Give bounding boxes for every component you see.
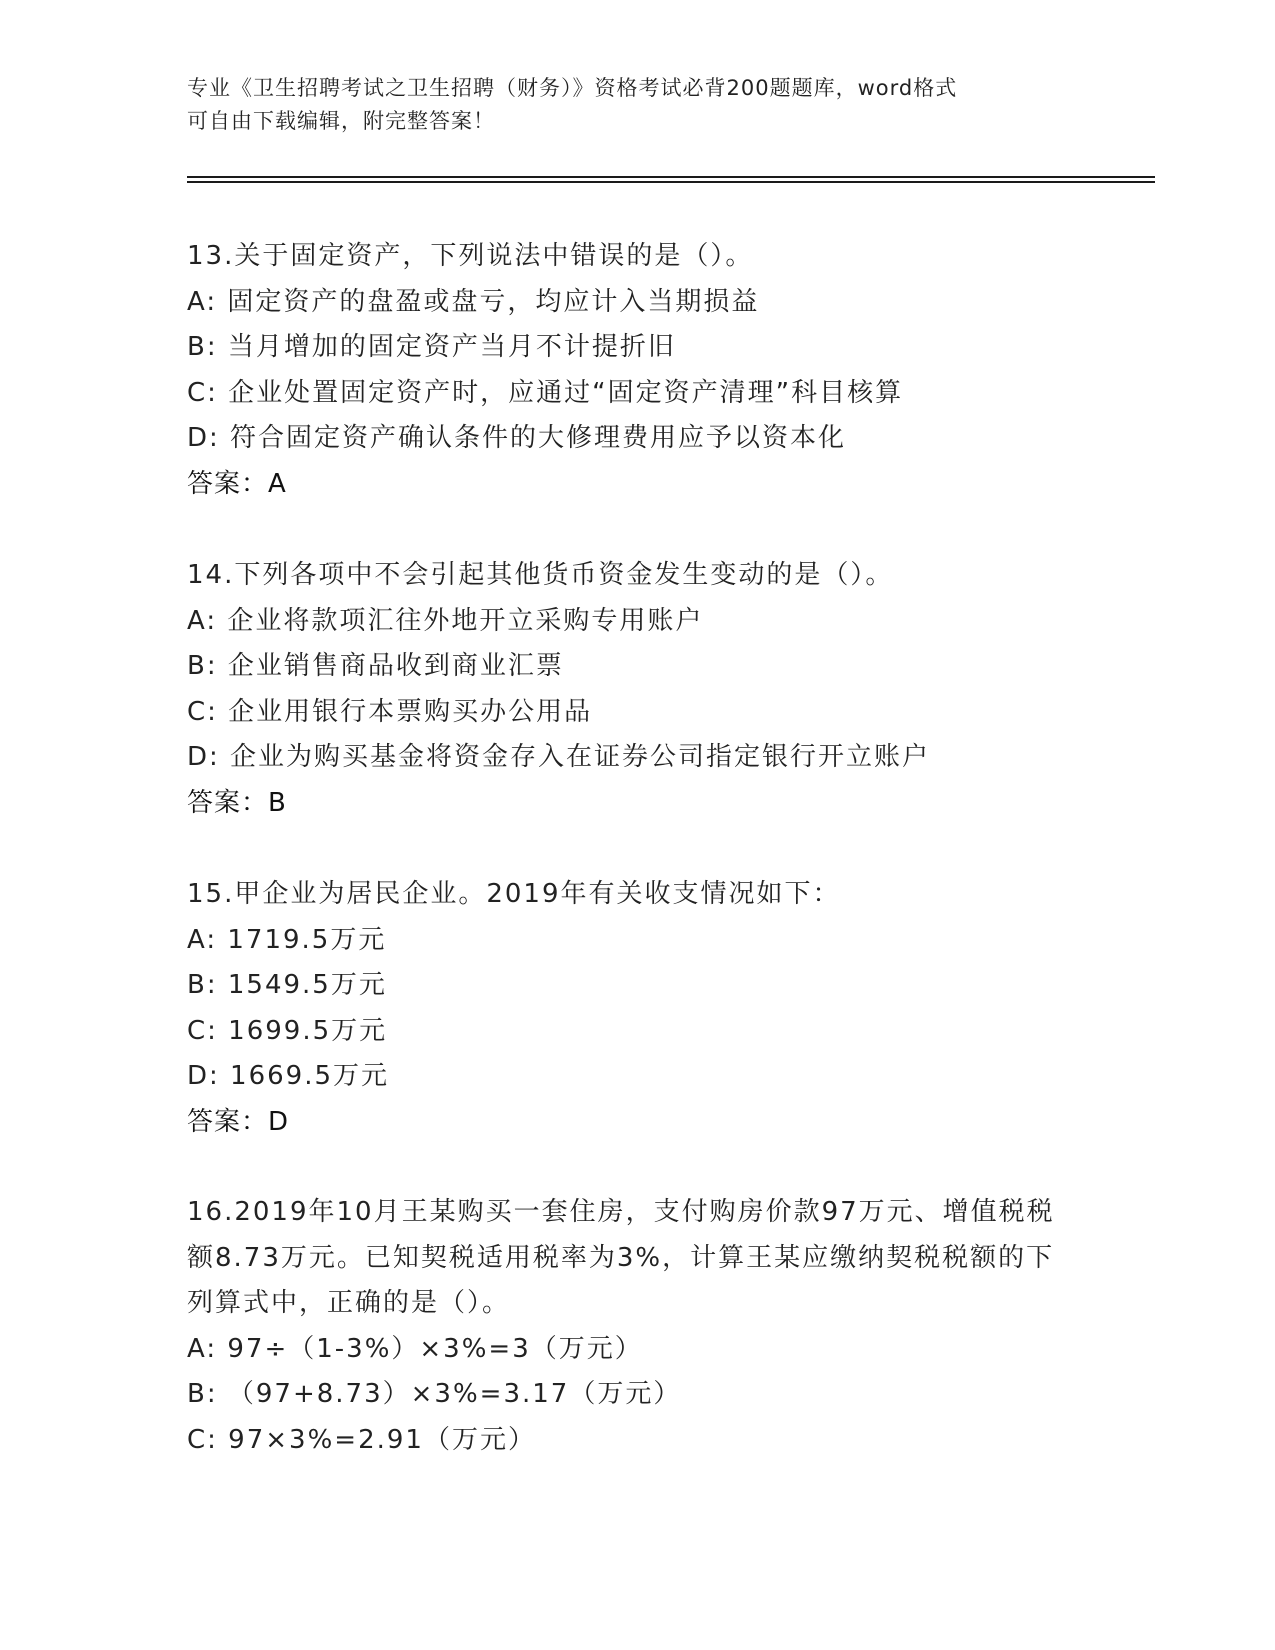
header-line-1: 专业《卫生招聘考试之卫生招聘（财务）》资格考试必背200题题库，word格式 (187, 76, 958, 100)
option-c: C: 97×3%=2.91（万元） (187, 1424, 536, 1455)
option-a: A: 企业将款项汇往外地开立采购专用账户 (187, 605, 704, 636)
option-c: C: 企业用银行本票购买办公用品 (187, 696, 593, 727)
question-stem: 14.下列各项中不会引起其他货币资金发生变动的是（）。 (187, 560, 894, 590)
question-stem-line-3: 列算式中，正确的是（）。 (187, 1288, 511, 1318)
option-a: A: 固定资产的盘盈或盘亏，均应计入当期损益 (187, 286, 760, 317)
option-d: D: 1669.5万元 (187, 1061, 390, 1091)
question-stem-line-1: 16.2019年10月王某购买一套住房，支付购房价款97万元、增值税税 (187, 1197, 1055, 1227)
option-c: C: 企业处置固定资产时，应通过“固定资产清理”科目核算 (187, 377, 904, 408)
header-divider-top (187, 176, 1155, 178)
question-15 (187, 872, 1087, 1145)
answer-text: 答案：D (187, 1106, 290, 1137)
question-16 (187, 1190, 1087, 1463)
option-c: C: 1699.5万元 (187, 1015, 388, 1046)
option-b: B: 1549.5万元 (187, 970, 387, 1000)
option-b: B: 当月增加的固定资产当月不计提折旧 (187, 332, 676, 362)
option-b: B: 企业销售商品收到商业汇票 (187, 651, 564, 681)
header-line-2: 可自由下载编辑，附完整答案！ (187, 109, 495, 133)
answer-text: 答案：B (187, 787, 287, 818)
question-stem: 13.关于固定资产，下列说法中错误的是（）。 (187, 241, 754, 271)
question-stem: 15.甲企业为居民企业。2019年有关收支情况如下： (187, 879, 841, 909)
answer-text: 答案：A (187, 468, 287, 499)
question-14 (187, 553, 1087, 826)
header-divider-bottom (187, 181, 1155, 183)
option-b: B: （97+8.73）×3%=3.17（万元） (187, 1379, 682, 1409)
option-d: D: 符合固定资产确认条件的大修理费用应予以资本化 (187, 423, 847, 453)
option-d: D: 企业为购买基金将资金存入在证券公司指定银行开立账户 (187, 742, 931, 772)
document-header (187, 72, 1077, 138)
option-a: A: 97÷（1-3%）×3%=3（万元） (187, 1333, 643, 1364)
question-stem-line-2: 额8.73万元。已知契税适用税率为3%，计算王某应缴纳契税税额的下 (187, 1242, 1055, 1273)
option-a: A: 1719.5万元 (187, 924, 387, 955)
question-13 (187, 234, 1087, 507)
